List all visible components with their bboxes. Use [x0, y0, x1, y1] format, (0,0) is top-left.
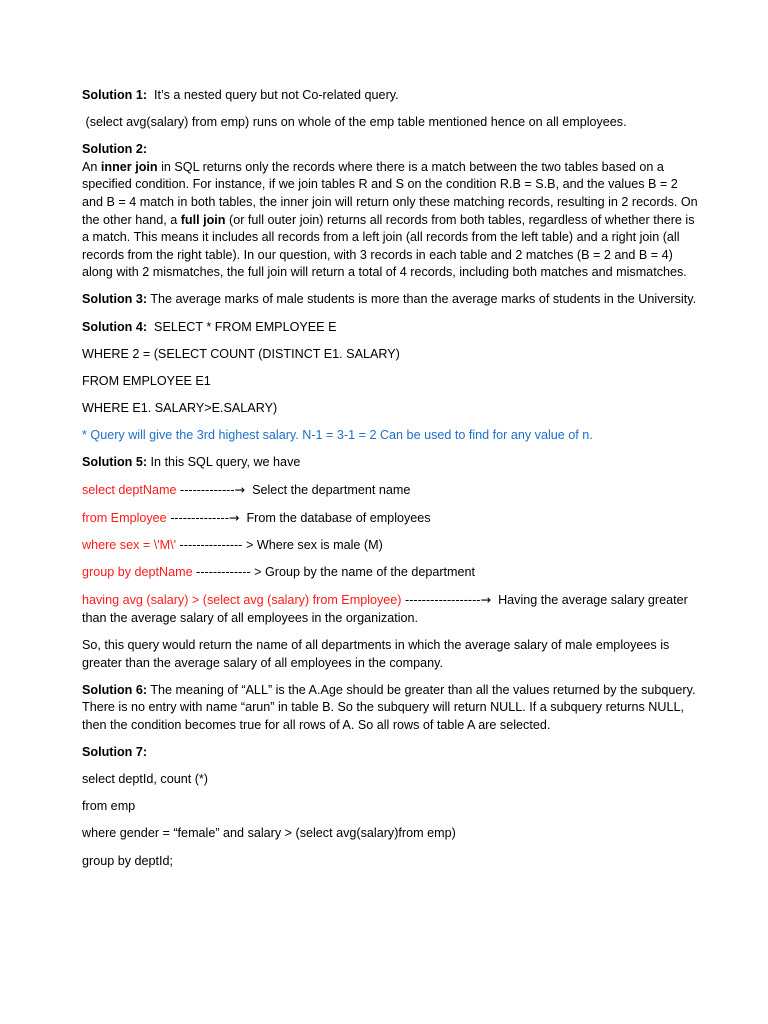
dash-leader: ------------- [176, 483, 235, 498]
solution-1-explanation: (select avg(salary) from emp) runs on whole of the emp table mentioned hence on all employees. [82, 115, 627, 130]
solution-2-text-1: An [82, 159, 101, 174]
solution-5-row-1 [82, 481, 702, 500]
solution-7-line-2: from emp [82, 799, 136, 814]
solution-5-having-row [82, 591, 702, 627]
code-fragment: from Employee [82, 511, 167, 526]
solution-4-line-3: WHERE E1. SALARY>E.SALARY) [82, 400, 278, 415]
solution-7-label: Solution 7: [82, 745, 148, 760]
solution-7-line-3: where gender = “female” and salary > (select avg(salary)from emp) [82, 826, 456, 841]
solution-5-label: Solution 5: [82, 455, 148, 469]
code-fragment: select deptName [82, 483, 177, 498]
solution-1 [82, 87, 702, 105]
solution-5-row-4 [82, 564, 702, 582]
solution-5-row-3 [82, 537, 702, 555]
inner-join-term: inner join [100, 159, 158, 174]
solution-2-text-2: in SQL returns only the records where there is a match between the two tables based on a specified condition. For instance, if we join tables R and S on the condition R.B = S.B, and the values B = 2 and B = 4 match in both tables, the inner join will return only these matching records, resulting in 2 records. On the other hand, a [82, 159, 702, 227]
full-join-term: full join [180, 212, 226, 227]
row-description: Having the average salary greater than the average salary of all employees in the organization. [82, 593, 692, 626]
dash-leader: ------------- [192, 565, 255, 580]
solution-4-line-1: WHERE 2 = (SELECT COUNT (DISTINCT E1. SALARY) [82, 346, 400, 361]
solution-7-line-1: select deptId, count (*) [82, 772, 209, 787]
right-arrow-icon: → [480, 592, 492, 608]
document-page [82, 87, 702, 880]
solution-4-note: * Query will give the 3rd highest salary. N-1 = 3-1 = 2 Can be used to find for any value of n. [82, 427, 593, 442]
row-description: > Where sex is male (M) [245, 538, 383, 553]
solution-6-label: Solution 6: [82, 682, 148, 697]
code-fragment: where sex = \'M\' [82, 538, 177, 553]
right-arrow-icon: → [228, 510, 240, 526]
solution-4-text: SELECT * FROM EMPLOYEE E [147, 319, 337, 334]
row-description: From the database of employees [239, 511, 431, 526]
dash-leader: -------------- [166, 511, 229, 526]
right-arrow-icon: → [234, 482, 246, 498]
solution-2 [82, 141, 702, 282]
solution-4-label: Solution 4: [82, 319, 148, 334]
solution-3-label: Solution 3: [82, 292, 148, 307]
solution-5-summary: So, this query would return the name of all departments in which the average salary of male employees is greater than the average salary of all employees in the company. [82, 638, 670, 670]
solution-5 [82, 454, 702, 472]
code-fragment: group by deptName [82, 565, 193, 580]
solution-4 [82, 319, 702, 337]
solution-6 [82, 682, 702, 735]
solution-6-text: The meaning of “ALL” is the A.Age should be greater than all the values returned by the subquery. There is no entry with name “arun” in table B. So the subquery will return NULL. If a subquery returns NULL, then the condition becomes true for all rows of A. So all rows of table A are selected. [82, 682, 699, 733]
dash-leader: ------------------ [401, 593, 481, 608]
code-fragment: having avg (salary) > (select avg (salary) from Employee) [82, 593, 402, 608]
solution-7-line-4: group by deptId; [82, 853, 174, 868]
solution-2-label: Solution 2: [82, 142, 148, 157]
solution-5-text: In this SQL query, we have [147, 455, 301, 469]
solution-3 [82, 291, 702, 309]
solution-2-text-3: (or full outer join) returns all records from both tables, regardless of whether there is a match. This means it includes all records from a left join (all records from the left table) and a right join (all records from the right table). In our question, with 3 records in each table and 2 matches (B = 2 and B = 4) along with 2 mismatches, the full join will return a total of 4 records, including both matches and mismatches. [82, 212, 698, 280]
dash-leader: --------------- [176, 538, 246, 553]
solution-1-text: It’s a nested query but not Co-related query. [147, 88, 399, 102]
solution-4-line-2: FROM EMPLOYEE E1 [82, 373, 211, 388]
solution-1-label: Solution 1: [82, 88, 148, 102]
solution-3-text: The average marks of male students is more than the average marks of students in the University. [147, 292, 697, 307]
solution-7 [82, 744, 702, 762]
row-description: Select the department name [245, 483, 411, 498]
solution-5-row-2 [82, 509, 702, 528]
row-description: > Group by the name of the department [254, 565, 476, 580]
